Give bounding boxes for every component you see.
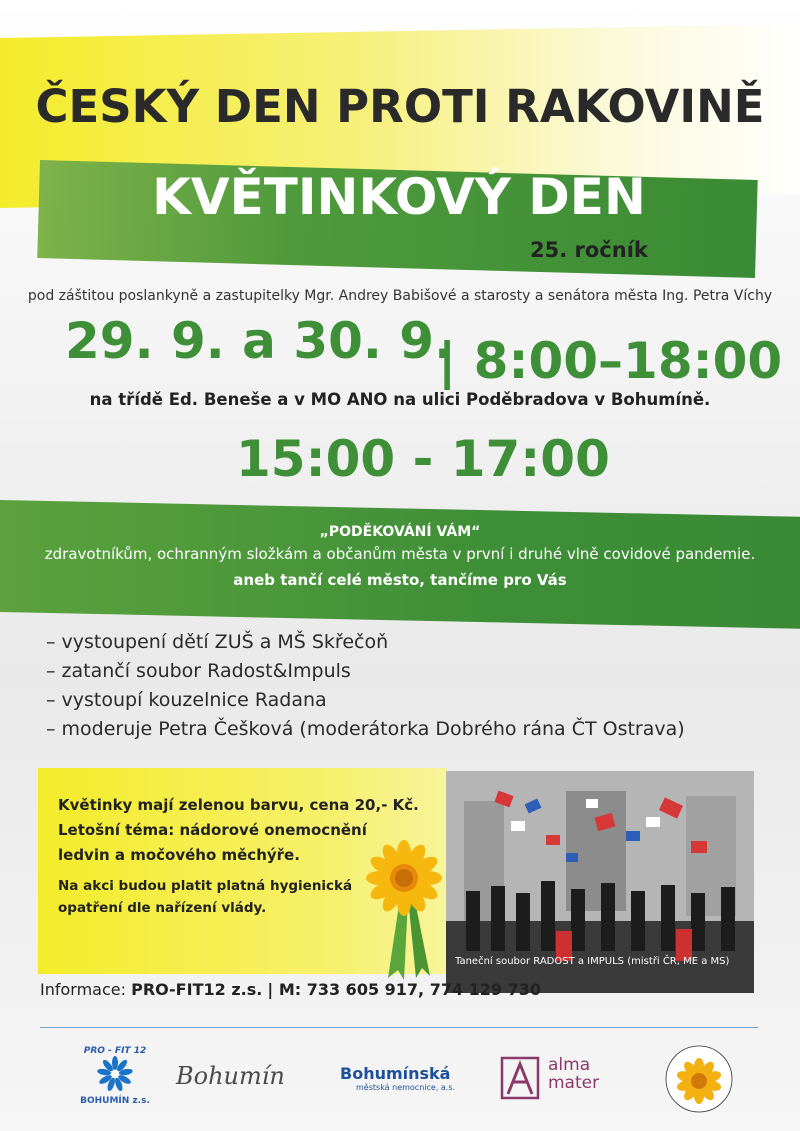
event-date: 29. 9. a 30. 9. xyxy=(65,312,454,370)
patronage-text: pod záštitou poslankyně a zastupitelky Mgr. Andrey Babišové a starosty a senátora města Ing. Petra Víchy xyxy=(27,288,773,304)
flower-price: Květinky mají zelenou barvu, cena 20,- Kč. xyxy=(58,796,419,814)
sunburst-icon xyxy=(90,1056,140,1092)
hospital-logo: Bohumínská městská nemocnice, a.s. xyxy=(340,1064,456,1092)
contact-label: Informace: xyxy=(40,980,126,999)
contact-organization: PRO-FIT12 z.s. xyxy=(131,980,263,999)
alma-mater-icon xyxy=(500,1056,540,1100)
edition-label: 25. ročník xyxy=(530,238,648,262)
event-time-main: | 8:00–18:00 xyxy=(438,332,783,390)
theme-line-1: Letošní téma: nádorové onemocnění xyxy=(58,821,367,839)
profit12-logo: PRO - FIT 12 BOHUMÍN z.s. xyxy=(80,1046,150,1106)
hygiene-line-2: opatření dle nařízení vlády. xyxy=(58,900,267,916)
event-time-program: 15:00 - 17:00 xyxy=(236,430,610,488)
photo-caption: Taneční soubor RADOST a IMPULS (mistři ČR, ME a MS) xyxy=(455,956,730,967)
bohumin-logo: Bohumín xyxy=(176,1062,285,1090)
sunflower-icon xyxy=(360,838,452,986)
thanks-title: „PODĚKOVÁNÍ VÁM“ xyxy=(319,524,481,540)
event-place: na třídě Ed. Beneše a v MO ANO na ulici Poděbradova v Bohumíně. xyxy=(89,390,711,409)
hygiene-note xyxy=(58,875,352,919)
contact-line xyxy=(40,980,541,999)
list-item: – moderuje Petra Češková (moderátorka Dobrého rána ČT Ostrava) xyxy=(46,718,685,740)
hygiene-line-1: Na akci budou platit platná hygienická xyxy=(58,878,353,894)
thanks-text: zdravotníkům, ochranným složkám a občanům města v první i druhé vlně covidové pandemie. xyxy=(44,545,756,563)
thanks-subtitle: aneb tančí celé město, tančíme pro Vás xyxy=(233,571,567,589)
list-item: – vystoupení dětí ZUŠ a MŠ Skřečoň xyxy=(46,631,389,653)
thanks-band xyxy=(0,500,800,629)
footer-divider xyxy=(40,1027,758,1028)
alma-mater-logo: alma mater xyxy=(500,1056,599,1100)
poster-subtitle: KVĚTINKOVÝ DEN xyxy=(152,168,646,226)
contact-phone: | M: 733 605 917, 774 129 730 xyxy=(267,980,542,999)
list-item: – vystoupí kouzelnice Radana xyxy=(46,689,327,711)
liga-proti-rakovine-logo xyxy=(664,1044,734,1114)
poster-title: ČESKÝ DEN PROTI RAKOVINĚ xyxy=(35,80,765,133)
program-list xyxy=(46,628,685,744)
list-item: – zatančí soubor Radost&Impuls xyxy=(46,660,351,682)
theme-line-2: ledvin a močového měchýře. xyxy=(58,846,300,864)
